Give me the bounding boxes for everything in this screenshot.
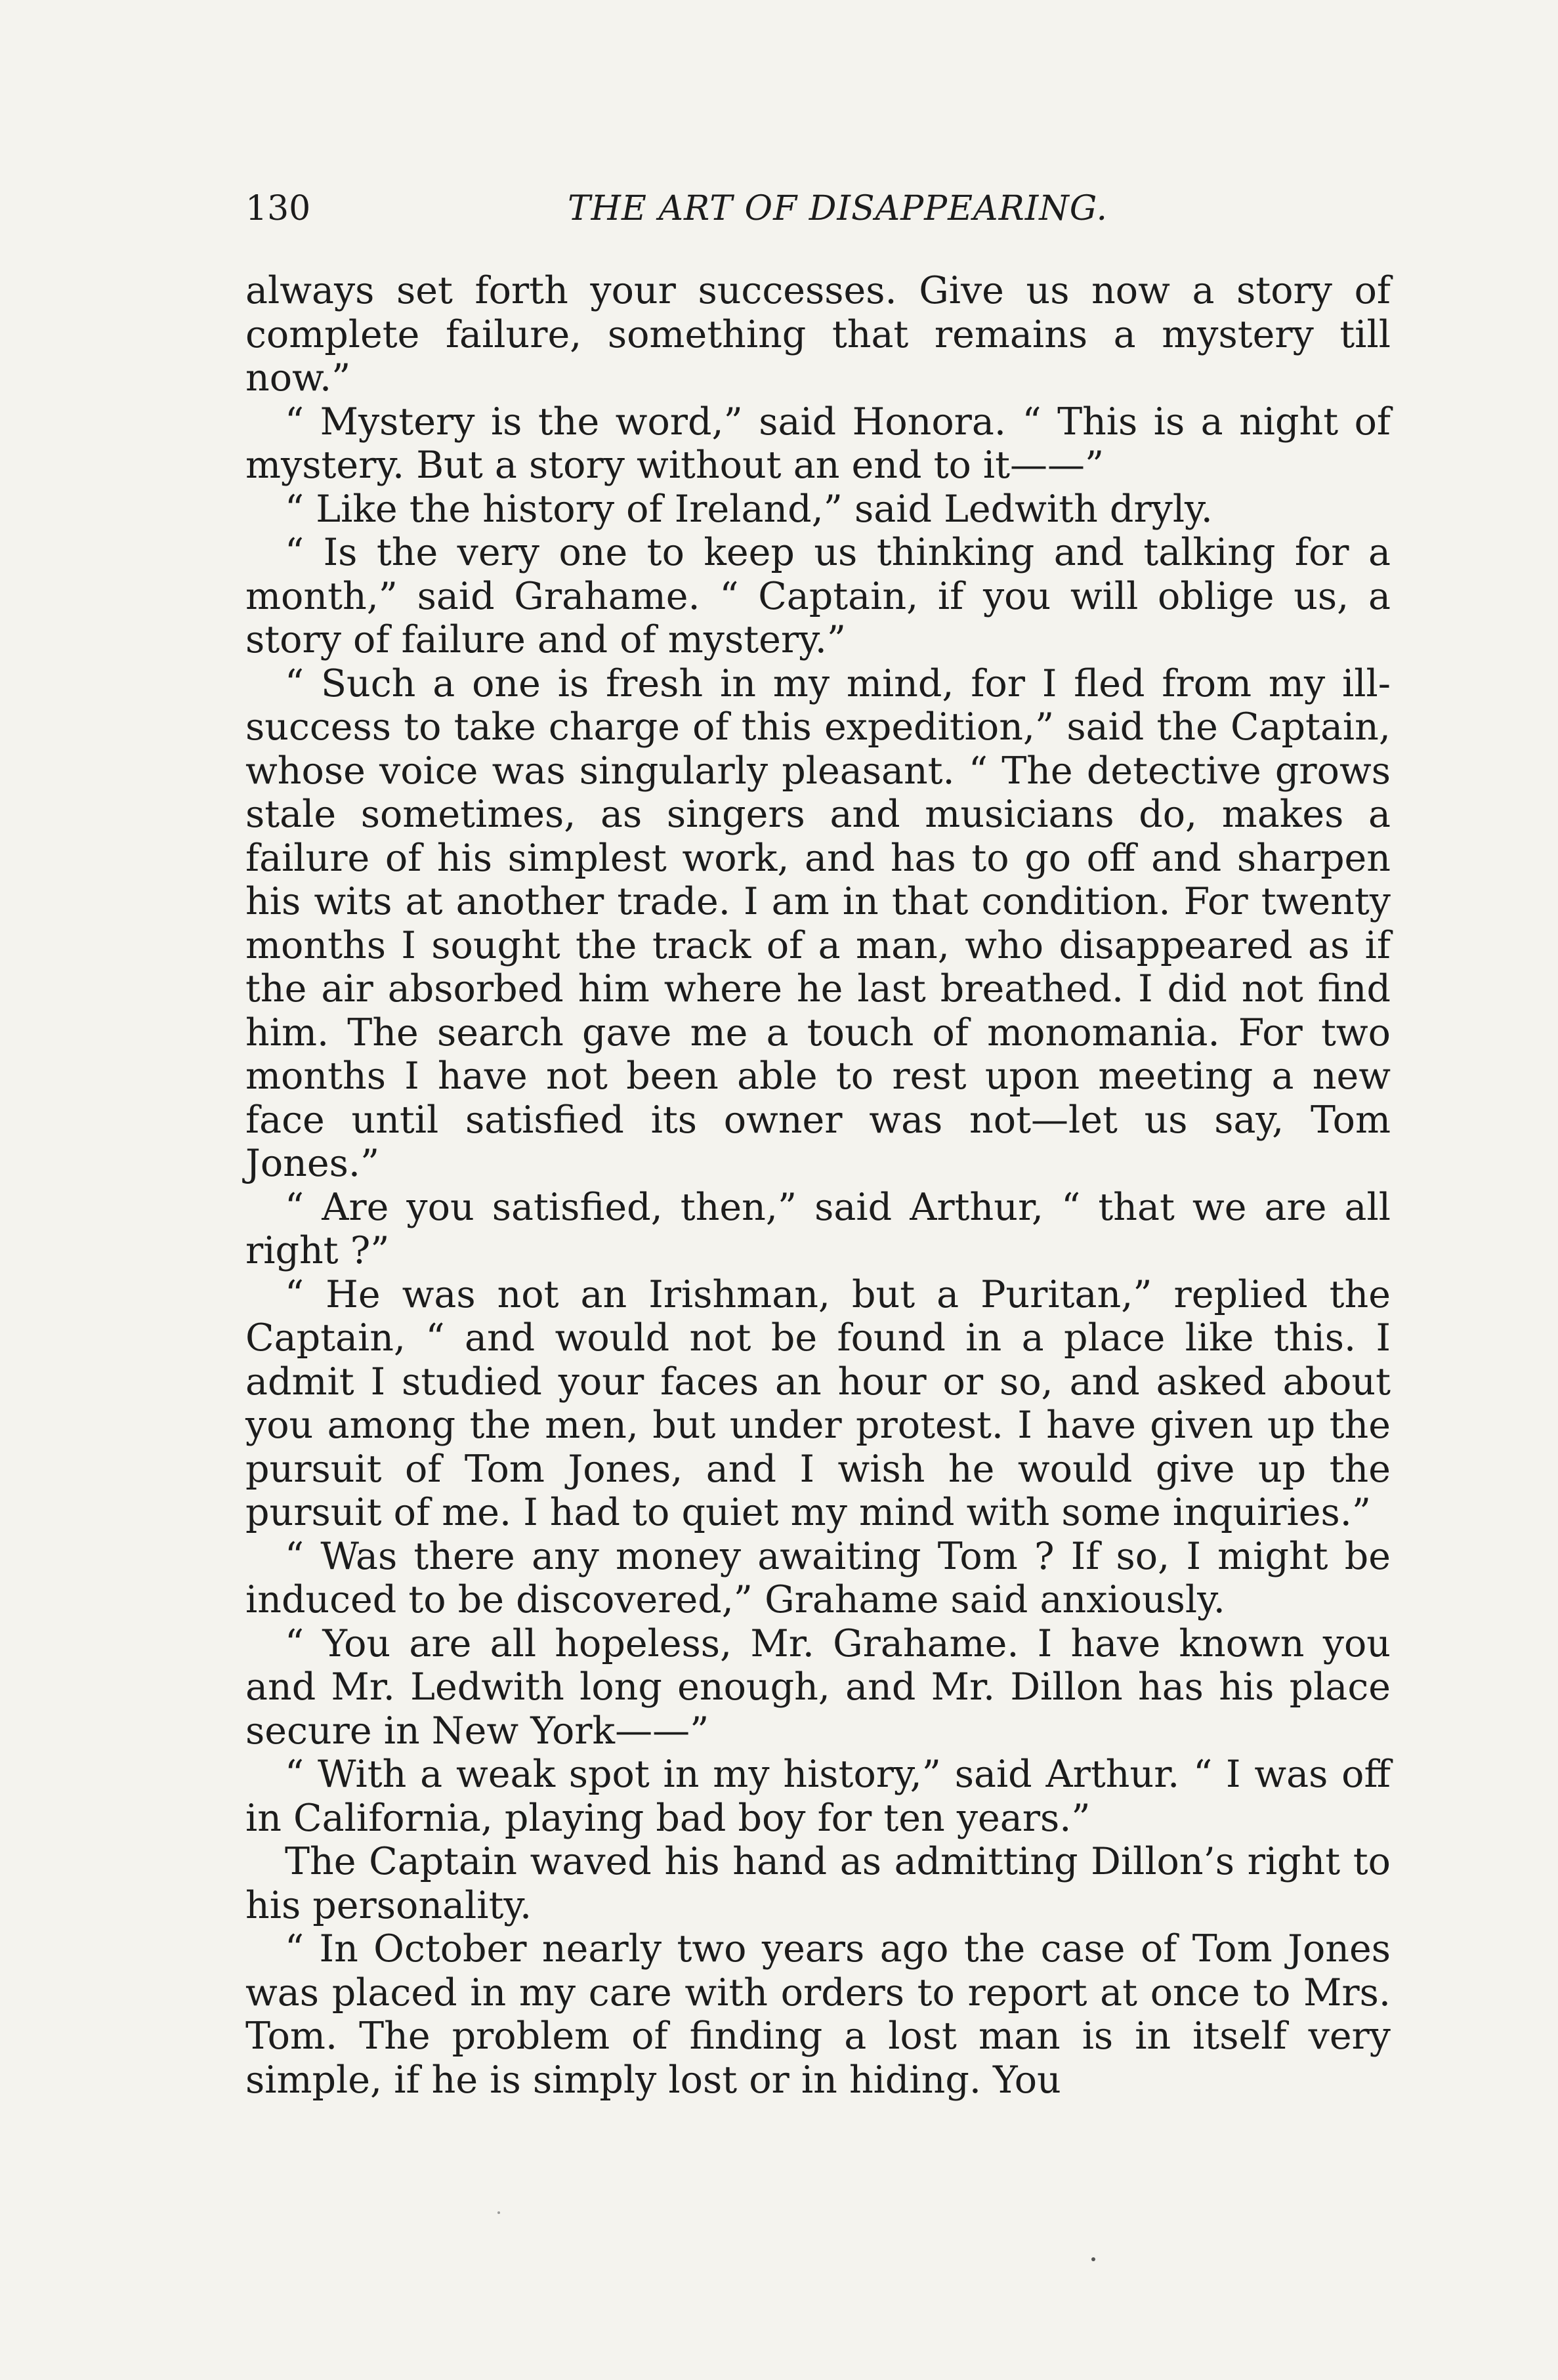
running-title: THE ART OF DISAPPEARING. (567, 189, 1108, 228)
paragraph: “ Is the very one to keep us thinking and talking for a month,” said Grahame. “ Captain, if you will oblige us, a story of failure and of mystery.” (245, 531, 1391, 661)
paragraph: “ In October nearly two years ago the case of Tom Jones was placed in my care with orders to report at once to Mrs. Tom. The problem of finding a lost man is in itself very simple, if he is simply lost or in hiding. You (245, 1927, 1391, 2102)
paragraph: “ He was not an Irishman, but a Puritan,” replied the Captain, “ and would not be found in a place like this. I admit I studied your faces an hour or so, and asked about you among the men, but under protest. I have given up the pursuit of Tom Jones, and I wish he would give up the pursuit of me. I had to quiet my mind with some inquiries.” (245, 1272, 1391, 1534)
paper-speck (497, 2211, 500, 2214)
book-page (245, 189, 1391, 2102)
paragraph: The Captain waved his hand as admitting Dillon’s right to his personality. (245, 1840, 1391, 1927)
body-text (245, 269, 1391, 2102)
paragraph: “ Such a one is fresh in my mind, for I fled from my ill-success to take charge of this expedition,” said the Captain, whose voice was singularly pleasant. “ The detective grows stale sometimes, as singers and musicians do, makes a failure of his simplest work, and has to go off and sharpen his wits at another trade. I am in that condition. For twenty months I sought the track of a man, who disappeared as if the air absorbed him where he last breathed. I did not find him. The search gave me a touch of monomania. For two months I have not been able to rest upon meeting a new face until satisfied its owner was not—let us say, Tom Jones.” (245, 661, 1391, 1185)
paragraph: “ Like the history of Ireland,” said Ledwith dryly. (285, 487, 1213, 531)
paragraph: “ With a weak spot in my history,” said Arthur. “ I was off in California, playing bad boy for ten years.” (245, 1753, 1391, 1840)
running-head (245, 189, 1391, 244)
paragraph: always set forth your successes. Give us now a story of complete failure, something that remains a mystery till now.” (245, 269, 1391, 400)
paper-speck (1091, 2257, 1095, 2261)
page-number: 130 (245, 189, 311, 228)
paragraph: “ Are you satisfied, then,” said Arthur, “ that we are all right ?” (245, 1185, 1391, 1272)
paragraph: “ Was there any money awaiting Tom ? If so, I might be induced to be discovered,” Grahame said anxiously. (245, 1534, 1391, 1621)
paragraph: “ Mystery is the word,” said Honora. “ This is a night of mystery. But a story without an end to it——” (245, 400, 1391, 487)
paragraph: “ You are all hopeless, Mr. Grahame. I have known you and Mr. Ledwith long enough, and Mr. Dillon has his place secure in New York——” (245, 1621, 1391, 1753)
